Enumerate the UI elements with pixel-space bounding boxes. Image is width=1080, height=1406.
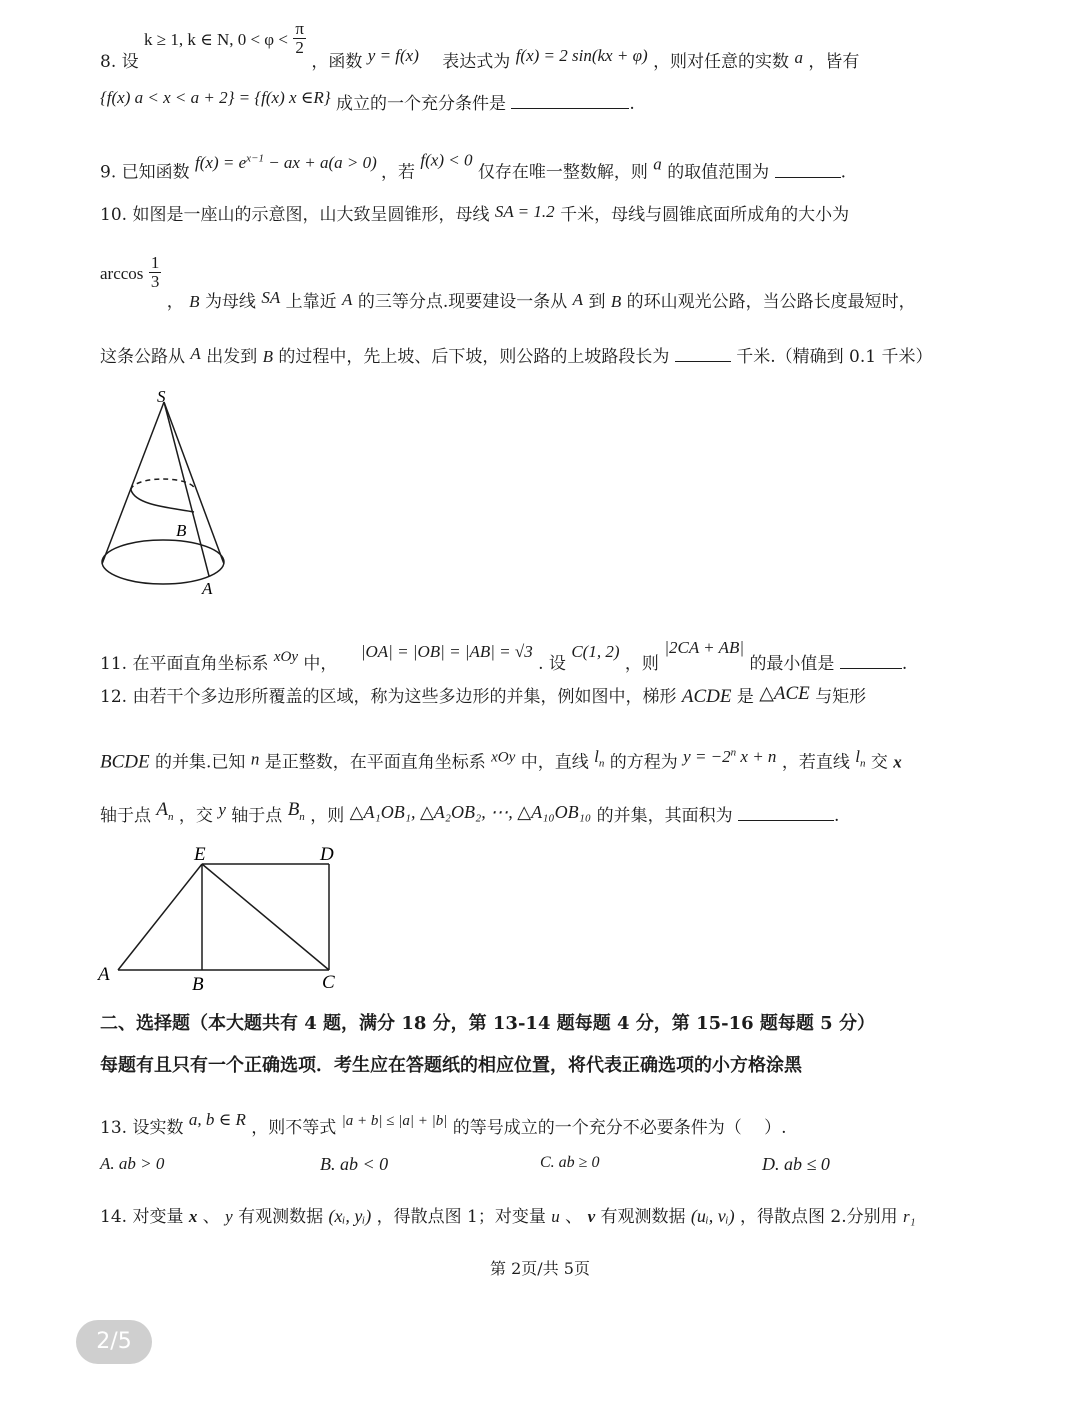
cone-label-b: B	[176, 521, 187, 540]
q8-line2: {f(x) a < x < a + 2} = {f(x) x ∈R} 成立的一个充分条件是 .	[100, 88, 635, 114]
q14-line: 14. 对变量 x 、 y 有观测数据 (xᵢ, yᵢ) ，得散点图 1；对变量 u 、 v 有观测数据 (uᵢ, vᵢ) ，得散点图 2.分别用 r₁	[100, 1206, 916, 1227]
q11-expression: |2CA + AB|	[664, 638, 745, 657]
q8-number: 8. 设	[100, 52, 139, 72]
q13-number: 13. 设实数	[100, 1118, 184, 1138]
q10-line3: 这条公路从 A 出发到 B 的过程中，先上坡、后下坡，则公路的上坡路段长为 千米.（精确到 0.1 千米）	[100, 344, 933, 367]
q8-pi-fraction: $\frac{\pi}{2}$	[295, 19, 304, 57]
q12-triangles: △A₁OB₁, △A₂OB₂, ⋯, △A₁₀OB₁₀	[349, 802, 592, 822]
trapezoid-figure	[96, 840, 346, 994]
q13-inequality: |a + b| ≤ |a| + |b|	[341, 1113, 448, 1129]
q8-function: y = f(x)	[367, 46, 419, 65]
q12-line3: 轴于点 $A_n$ ，交 y 轴于点 $B_n$ ，则 △A₁OB₁, △A₂OB₂, ⋯, △A₁₀OB₁₀ 的并集，其面积为 .	[100, 799, 840, 826]
q9-answer-blank[interactable]	[775, 177, 841, 178]
edge-ae	[118, 864, 202, 970]
page-footer: 第 2页/共 5页	[490, 1259, 590, 1278]
q9-number: 9. 已知函数	[100, 162, 190, 183]
q11-number: 11. 在平面直角坐标系	[100, 654, 269, 674]
q13-option-d[interactable]: D. ab ≤ 0	[762, 1154, 830, 1174]
q11-answer-blank[interactable]	[840, 668, 902, 669]
q10-answer-blank[interactable]	[675, 361, 731, 362]
section2-title-line1: 二、选择题（本大题共有 4 题，满分 18 分，第 13-14 题每题 4 分，第 15-16 题每题 5 分）	[100, 1013, 875, 1034]
fig-label-b: B	[192, 974, 204, 994]
cone-label-a: A	[202, 579, 213, 598]
q10-fraction: $\frac{1}{3}$	[150, 253, 160, 291]
q13-line: 13. 设实数 a, b ∈ R ，则不等式 |a + b| ≤ |a| + |b| 的等号成立的一个充分不必要条件为（ ）.	[100, 1110, 787, 1138]
page-indicator[interactable]: 2/5	[76, 1320, 152, 1364]
cone-path-curve	[131, 490, 194, 512]
q8-expression: f(x) = 2 sin(kx + φ)	[515, 46, 648, 65]
cone-label-s: S	[157, 388, 166, 406]
q13-option-c[interactable]: C. ab ≥ 0	[540, 1154, 600, 1171]
q9-line: 9. 已知函数 $f(x) = e^{x-1}$ − ax + a(a > 0) ，若 f(x) < 0 仅存在唯一整数解，则 a 的取值范围为 .	[100, 150, 846, 183]
edge-ec	[202, 864, 329, 970]
q8-line1: 8. 设 k ≥ 1, k ∈ N, 0 < φ < $\frac{\pi}{2}$ ，函数 y = f(x) 表达式为 f(x) = 2 sin(kx + φ) ，则对任意的实数 a ，皆有	[100, 19, 860, 72]
q13-option-b[interactable]: B. ab < 0	[320, 1154, 389, 1174]
fig-label-c: C	[322, 972, 335, 993]
q8-condition: k ≥ 1, k ∈ N, 0 < φ <	[144, 30, 288, 49]
q10-line1: 10. 如图是一座山的示意图，山大致呈圆锥形，母线 SA = 1.2 千米，母线与圆锥底面所成角的大小为	[100, 202, 850, 225]
q13-option-a[interactable]: A. ab > 0	[100, 1154, 165, 1173]
q8-answer-blank[interactable]	[511, 108, 629, 109]
q11-norm-equation: |OA| = |OB| = |AB| = √3	[360, 642, 533, 661]
q12-answer-blank[interactable]	[738, 820, 834, 821]
q12-line-equation: $y = -2^n$ x + n	[683, 746, 777, 766]
cone-figure	[96, 388, 236, 598]
q9-inequality: f(x) < 0	[420, 150, 473, 170]
cone-generatrix-sa	[164, 402, 209, 576]
q8-set-equation: {f(x) a < x < a + 2} = {f(x) x ∈R}	[100, 88, 331, 107]
q11-line: 11. 在平面直角坐标系 xOy 中， |OA| = |OB| = |AB| = √3 . 设 C(1, 2) ，则 |2CA + AB| 的最小值是 .	[100, 638, 908, 674]
section2-title-line2: 每题有且只有一个正确选项．考生应在答题纸的相应位置，将代表正确选项的小方格涂黑	[100, 1055, 802, 1076]
fig-label-e: E	[194, 844, 206, 865]
q14-number: 14. 对变量	[100, 1207, 184, 1227]
fig-label-a: A	[98, 964, 110, 985]
q12-line1: 12. 由若干个多边形所覆盖的区域，称为这些多边形的并集，例如图中，梯形 ACDE 是 △ACE 与矩形	[100, 683, 867, 707]
q10-arccos: arccos	[100, 264, 144, 283]
q9-function: $f(x) = e^{x-1}$ − ax + a(a > 0)	[195, 152, 377, 172]
fig-label-d: D	[320, 844, 334, 865]
q10-line2: arccos $\frac{1}{3}$ ， B 为母线 SA 上靠近 A 的三等分点.现要建设一条从 A 到 B 的环山观光公路，当公路长度最短时，	[100, 253, 916, 312]
q12-line2: BCDE 的并集.已知 n 是正整数，在平面直角坐标系 xOy 中，直线 $l_n$ 的方程为 $y = -2^n$ x + n ，若直线 $l_n$ 交 x	[100, 746, 902, 773]
